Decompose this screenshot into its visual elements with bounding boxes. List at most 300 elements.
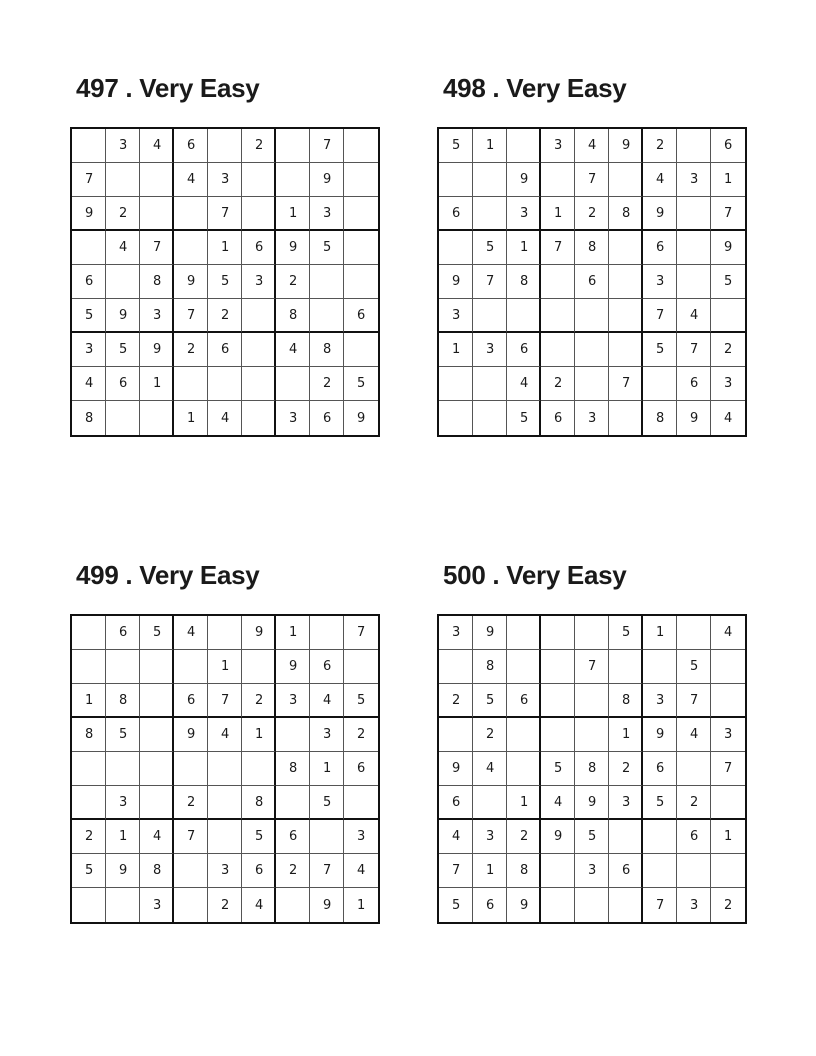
sudoku-cell <box>208 820 242 854</box>
sudoku-cell: 5 <box>643 786 677 820</box>
sudoku-cell: 4 <box>344 854 378 888</box>
sudoku-cell: 6 <box>344 299 378 333</box>
sudoku-cell: 1 <box>357 897 366 913</box>
sudoku-cell <box>344 650 378 684</box>
sudoku-cell: 3 <box>643 265 677 299</box>
sudoku-cell <box>276 163 310 197</box>
sudoku-cell: 5 <box>72 299 106 333</box>
sudoku-cell: 6 <box>507 333 541 367</box>
sudoku-cell: 8 <box>276 752 310 786</box>
sudoku-cell <box>140 401 174 435</box>
sudoku-cell <box>541 888 575 922</box>
sudoku-cell <box>140 752 174 786</box>
sudoku-cell: 8 <box>276 299 310 333</box>
sudoku-cell: 1 <box>609 718 643 752</box>
sudoku-cell: 5 <box>473 684 507 718</box>
sudoku-cell <box>310 616 344 650</box>
sudoku-cell <box>140 650 174 684</box>
sudoku-cell: 4 <box>724 410 733 426</box>
sudoku-cell <box>106 163 140 197</box>
sudoku-cell <box>242 333 276 367</box>
sudoku-cell: 3 <box>310 718 344 752</box>
puzzle-title: 499 . Very Easy <box>76 560 260 590</box>
sudoku-cell: 3 <box>439 616 473 650</box>
sudoku-cell: 1 <box>276 197 310 231</box>
sudoku-cell: 7 <box>208 684 242 718</box>
sudoku-cell: 7 <box>344 616 378 650</box>
sudoku-cell: 9 <box>174 265 208 299</box>
sudoku-cell: 5 <box>507 401 541 435</box>
sudoku-cell <box>575 616 609 650</box>
sudoku-cell: 9 <box>72 197 106 231</box>
puzzle-title: 498 . Very Easy <box>443 73 627 103</box>
sudoku-cell: 2 <box>439 684 473 718</box>
sudoku-cell <box>344 129 378 163</box>
sudoku-cell: 6 <box>677 367 711 401</box>
sudoku-cell: 3 <box>344 820 378 854</box>
sudoku-cell: 3 <box>276 401 310 435</box>
sudoku-cell: 1 <box>208 650 242 684</box>
sudoku-cell <box>575 333 609 367</box>
sudoku-cell: 8 <box>575 231 609 265</box>
sudoku-cell <box>541 684 575 718</box>
sudoku-cell: 8 <box>609 197 643 231</box>
sudoku-cell <box>344 231 378 265</box>
sudoku-cell: 9 <box>310 888 344 922</box>
sudoku-cell <box>473 197 507 231</box>
sudoku-cell <box>609 820 643 854</box>
sudoku-cell: 8 <box>507 265 541 299</box>
sudoku-cell <box>72 129 106 163</box>
sudoku-cell: 6 <box>242 854 276 888</box>
sudoku-cell: 3 <box>609 786 643 820</box>
sudoku-cell: 7 <box>575 163 609 197</box>
sudoku-cell: 4 <box>310 684 344 718</box>
sudoku-cell <box>106 650 140 684</box>
sudoku-cell <box>72 231 106 265</box>
sudoku-cell: 2 <box>609 752 643 786</box>
sudoku-cell <box>344 786 378 820</box>
sudoku-cell: 6 <box>344 752 378 786</box>
sudoku-cell: 7 <box>643 299 677 333</box>
sudoku-cell <box>310 299 344 333</box>
sudoku-cell <box>609 888 643 922</box>
sudoku-cell: 1 <box>507 786 541 820</box>
sudoku-cell: 2 <box>72 820 106 854</box>
sudoku-cell: 9 <box>609 129 643 163</box>
sudoku-cell: 2 <box>344 718 378 752</box>
sudoku-grid <box>437 614 747 924</box>
sudoku-cell <box>541 163 575 197</box>
sudoku-cell: 4 <box>276 333 310 367</box>
sudoku-cell <box>473 163 507 197</box>
sudoku-cell <box>344 265 378 299</box>
sudoku-cell <box>507 718 541 752</box>
sudoku-cell: 4 <box>643 163 677 197</box>
sudoku-cell: 9 <box>140 333 174 367</box>
sudoku-cell <box>541 299 575 333</box>
sudoku-cell: 6 <box>541 401 575 435</box>
sudoku-cell: 1 <box>174 401 208 435</box>
sudoku-cell <box>711 684 745 718</box>
sudoku-cell <box>106 888 140 922</box>
sudoku-cell: 9 <box>106 854 140 888</box>
sudoku-cell: 2 <box>208 299 242 333</box>
sudoku-cell <box>174 650 208 684</box>
sudoku-cell: 1 <box>473 854 507 888</box>
sudoku-cell <box>677 197 711 231</box>
sudoku-cell: 6 <box>106 367 140 401</box>
sudoku-cell <box>242 752 276 786</box>
sudoku-cell: 7 <box>310 854 344 888</box>
sudoku-cell: 3 <box>208 854 242 888</box>
sudoku-cell <box>507 650 541 684</box>
sudoku-cell: 6 <box>473 888 507 922</box>
sudoku-cell: 2 <box>276 265 310 299</box>
sudoku-cell <box>507 299 541 333</box>
sudoku-cell <box>242 197 276 231</box>
sudoku-cell: 1 <box>711 820 745 854</box>
sudoku-cell: 6 <box>208 333 242 367</box>
sudoku-cell: 2 <box>208 888 242 922</box>
sudoku-cell: 8 <box>72 401 106 435</box>
sudoku-cell <box>677 265 711 299</box>
sudoku-cell <box>174 367 208 401</box>
sudoku-cell <box>242 650 276 684</box>
sudoku-cell: 4 <box>140 820 174 854</box>
sudoku-cell <box>677 129 711 163</box>
sudoku-cell: 1 <box>242 718 276 752</box>
sudoku-cell: 3 <box>575 854 609 888</box>
sudoku-cell <box>310 265 344 299</box>
sudoku-cell: 6 <box>242 231 276 265</box>
sudoku-cell <box>276 367 310 401</box>
sudoku-cell <box>140 684 174 718</box>
sudoku-cell <box>643 854 677 888</box>
sudoku-cell <box>575 367 609 401</box>
sudoku-cell: 5 <box>439 129 473 163</box>
sudoku-cell: 9 <box>507 888 541 922</box>
sudoku-cell: 6 <box>174 684 208 718</box>
sudoku-cell <box>609 333 643 367</box>
sudoku-cell <box>242 401 276 435</box>
sudoku-grid <box>70 614 380 924</box>
sudoku-cell: 4 <box>677 718 711 752</box>
sudoku-cell: 4 <box>677 299 711 333</box>
sudoku-cell: 7 <box>677 333 711 367</box>
sudoku-cell: 9 <box>711 231 745 265</box>
sudoku-cell: 2 <box>575 197 609 231</box>
sudoku-cell: 9 <box>507 163 541 197</box>
sudoku-cell: 3 <box>242 265 276 299</box>
sudoku-cell <box>609 650 643 684</box>
sudoku-cell: 9 <box>106 299 140 333</box>
sudoku-cell <box>473 299 507 333</box>
sudoku-cell <box>677 854 711 888</box>
sudoku-cell: 2 <box>473 718 507 752</box>
sudoku-cell: 8 <box>609 684 643 718</box>
sudoku-cell: 5 <box>140 616 174 650</box>
sudoku-cell: 9 <box>276 231 310 265</box>
sudoku-cell: 5 <box>242 820 276 854</box>
sudoku-cell: 2 <box>541 367 575 401</box>
sudoku-cell: 8 <box>140 265 174 299</box>
sudoku-cell: 1 <box>140 367 174 401</box>
sudoku-cell: 1 <box>439 333 473 367</box>
sudoku-cell: 2 <box>276 854 310 888</box>
sudoku-cell: 2 <box>724 897 733 913</box>
sudoku-cell: 7 <box>609 367 643 401</box>
sudoku-cell: 7 <box>711 197 745 231</box>
sudoku-cell: 2 <box>643 129 677 163</box>
sudoku-cell <box>643 367 677 401</box>
sudoku-cell <box>72 888 106 922</box>
sudoku-cell: 2 <box>507 820 541 854</box>
sudoku-cell: 9 <box>643 197 677 231</box>
sudoku-cell <box>174 197 208 231</box>
sudoku-cell <box>242 367 276 401</box>
sudoku-puzzle-497 <box>70 72 380 426</box>
sudoku-cell: 4 <box>439 820 473 854</box>
sudoku-cell: 5 <box>106 718 140 752</box>
sudoku-cell: 3 <box>439 299 473 333</box>
sudoku-cell: 1 <box>507 231 541 265</box>
sudoku-cell: 8 <box>310 333 344 367</box>
sudoku-cell <box>208 129 242 163</box>
sudoku-cell: 2 <box>310 367 344 401</box>
sudoku-cell: 3 <box>276 684 310 718</box>
sudoku-cell: 5 <box>609 616 643 650</box>
sudoku-cell: 4 <box>140 129 174 163</box>
sudoku-cell <box>575 299 609 333</box>
sudoku-cell: 4 <box>242 888 276 922</box>
sudoku-cell <box>344 197 378 231</box>
sudoku-cell: 3 <box>711 718 745 752</box>
puzzle-title: 500 . Very Easy <box>443 560 627 590</box>
sudoku-cell <box>310 820 344 854</box>
sudoku-cell: 8 <box>72 718 106 752</box>
sudoku-cell: 3 <box>106 786 140 820</box>
sudoku-cell: 9 <box>276 650 310 684</box>
sudoku-cell: 3 <box>106 129 140 163</box>
sudoku-cell: 5 <box>439 888 473 922</box>
sudoku-cell: 6 <box>439 197 473 231</box>
sudoku-cell: 4 <box>575 129 609 163</box>
sudoku-cell: 7 <box>711 752 745 786</box>
sudoku-cell: 2 <box>677 786 711 820</box>
sudoku-cell: 8 <box>140 854 174 888</box>
sudoku-cell: 5 <box>208 265 242 299</box>
sudoku-cell <box>711 299 745 333</box>
sudoku-cell <box>174 888 208 922</box>
sudoku-cell: 3 <box>140 299 174 333</box>
sudoku-cell: 9 <box>541 820 575 854</box>
sudoku-cell <box>609 299 643 333</box>
sudoku-cell: 6 <box>609 854 643 888</box>
sudoku-cell <box>208 752 242 786</box>
sudoku-cell <box>677 616 711 650</box>
sudoku-cell: 6 <box>677 820 711 854</box>
sudoku-cell <box>609 163 643 197</box>
sudoku-cell: 4 <box>174 616 208 650</box>
sudoku-cell <box>72 786 106 820</box>
sudoku-cell <box>541 718 575 752</box>
sudoku-cell: 6 <box>106 616 140 650</box>
sudoku-cell: 3 <box>575 401 609 435</box>
sudoku-cell: 8 <box>106 684 140 718</box>
sudoku-cell <box>711 854 745 888</box>
sudoku-cell <box>541 265 575 299</box>
sudoku-cell: 5 <box>541 752 575 786</box>
sudoku-cell <box>439 650 473 684</box>
sudoku-cell <box>609 265 643 299</box>
sudoku-cell <box>174 854 208 888</box>
sudoku-cell: 4 <box>208 718 242 752</box>
sudoku-cell: 2 <box>711 333 745 367</box>
sudoku-cell: 2 <box>242 684 276 718</box>
sudoku-cell: 7 <box>310 129 344 163</box>
sudoku-cell: 7 <box>174 299 208 333</box>
sudoku-cell: 7 <box>643 888 677 922</box>
sudoku-cell <box>609 401 643 435</box>
sudoku-cell: 8 <box>473 650 507 684</box>
sudoku-cell: 5 <box>344 367 378 401</box>
sudoku-cell: 3 <box>643 684 677 718</box>
sudoku-cell <box>473 401 507 435</box>
sudoku-cell: 3 <box>310 197 344 231</box>
sudoku-cell: 6 <box>439 786 473 820</box>
sudoku-cell: 3 <box>541 129 575 163</box>
sudoku-cell: 1 <box>106 820 140 854</box>
sudoku-cell <box>140 197 174 231</box>
sudoku-cell: 7 <box>575 650 609 684</box>
sudoku-cell: 9 <box>357 410 366 426</box>
sudoku-cell: 1 <box>643 616 677 650</box>
sudoku-cell: 5 <box>72 854 106 888</box>
sudoku-cell <box>106 752 140 786</box>
sudoku-cell: 3 <box>507 197 541 231</box>
sudoku-cell <box>609 231 643 265</box>
sudoku-cell <box>174 752 208 786</box>
sudoku-cell: 4 <box>208 401 242 435</box>
sudoku-cell <box>677 231 711 265</box>
sudoku-cell: 7 <box>174 820 208 854</box>
sudoku-cell <box>677 752 711 786</box>
sudoku-cell: 3 <box>208 163 242 197</box>
sudoku-cell: 5 <box>310 231 344 265</box>
sudoku-cell <box>643 650 677 684</box>
sudoku-cell: 1 <box>72 684 106 718</box>
sudoku-cell <box>140 163 174 197</box>
sudoku-cell: 8 <box>242 786 276 820</box>
sudoku-cell: 6 <box>174 129 208 163</box>
sudoku-cell <box>643 820 677 854</box>
sudoku-cell: 7 <box>140 231 174 265</box>
sudoku-cell: 9 <box>473 616 507 650</box>
sudoku-cell: 6 <box>507 684 541 718</box>
sudoku-cell: 8 <box>575 752 609 786</box>
sudoku-cell: 2 <box>242 129 276 163</box>
sudoku-cell: 8 <box>507 854 541 888</box>
sudoku-cell: 5 <box>310 786 344 820</box>
sudoku-cell <box>174 231 208 265</box>
sudoku-cell: 4 <box>106 231 140 265</box>
sudoku-cell <box>439 231 473 265</box>
sudoku-cell: 4 <box>711 616 745 650</box>
sudoku-cell: 8 <box>643 401 677 435</box>
sudoku-cell: 3 <box>711 367 745 401</box>
sudoku-cell: 5 <box>643 333 677 367</box>
sudoku-cell: 9 <box>677 401 711 435</box>
sudoku-puzzle-500 <box>437 559 747 913</box>
sudoku-cell: 9 <box>575 786 609 820</box>
sudoku-grid <box>70 127 380 437</box>
sudoku-cell: 7 <box>473 265 507 299</box>
sudoku-cell <box>473 786 507 820</box>
sudoku-cell: 6 <box>310 401 344 435</box>
sudoku-cell: 6 <box>276 820 310 854</box>
sudoku-cell: 1 <box>541 197 575 231</box>
sudoku-cell <box>276 718 310 752</box>
sudoku-cell: 7 <box>208 197 242 231</box>
sudoku-cell <box>473 367 507 401</box>
sudoku-cell <box>711 650 745 684</box>
sudoku-cell <box>242 163 276 197</box>
sudoku-cell <box>711 786 745 820</box>
sudoku-cell: 4 <box>72 367 106 401</box>
sudoku-cell: 3 <box>473 333 507 367</box>
sudoku-cell <box>439 718 473 752</box>
sudoku-cell <box>575 888 609 922</box>
sudoku-cell: 9 <box>643 718 677 752</box>
sudoku-cell <box>575 684 609 718</box>
sudoku-cell: 6 <box>72 265 106 299</box>
sudoku-cell <box>242 299 276 333</box>
sudoku-cell: 4 <box>541 786 575 820</box>
sudoku-cell: 1 <box>711 163 745 197</box>
sudoku-cell <box>507 129 541 163</box>
sudoku-cell <box>208 367 242 401</box>
sudoku-cell: 6 <box>711 129 745 163</box>
sudoku-puzzle-498 <box>437 72 747 426</box>
sudoku-cell <box>541 854 575 888</box>
sudoku-cell: 3 <box>140 888 174 922</box>
sudoku-cell <box>344 333 378 367</box>
sudoku-cell: 2 <box>174 786 208 820</box>
sudoku-cell: 1 <box>310 752 344 786</box>
sudoku-cell: 5 <box>344 684 378 718</box>
sudoku-cell <box>276 786 310 820</box>
sudoku-cell: 3 <box>72 333 106 367</box>
sudoku-cell: 6 <box>575 265 609 299</box>
sudoku-cell: 6 <box>643 752 677 786</box>
sudoku-cell <box>439 163 473 197</box>
sudoku-cell: 7 <box>677 684 711 718</box>
sudoku-cell <box>208 616 242 650</box>
sudoku-puzzle-499 <box>70 559 380 913</box>
sudoku-cell: 9 <box>242 616 276 650</box>
sudoku-cell: 9 <box>310 163 344 197</box>
sudoku-cell: 4 <box>174 163 208 197</box>
sudoku-cell: 7 <box>541 231 575 265</box>
sudoku-cell: 2 <box>106 197 140 231</box>
sudoku-cell <box>344 163 378 197</box>
sudoku-cell <box>541 650 575 684</box>
sudoku-cell: 1 <box>208 231 242 265</box>
sudoku-cell <box>72 650 106 684</box>
sudoku-cell: 1 <box>276 616 310 650</box>
sudoku-cell: 9 <box>439 752 473 786</box>
